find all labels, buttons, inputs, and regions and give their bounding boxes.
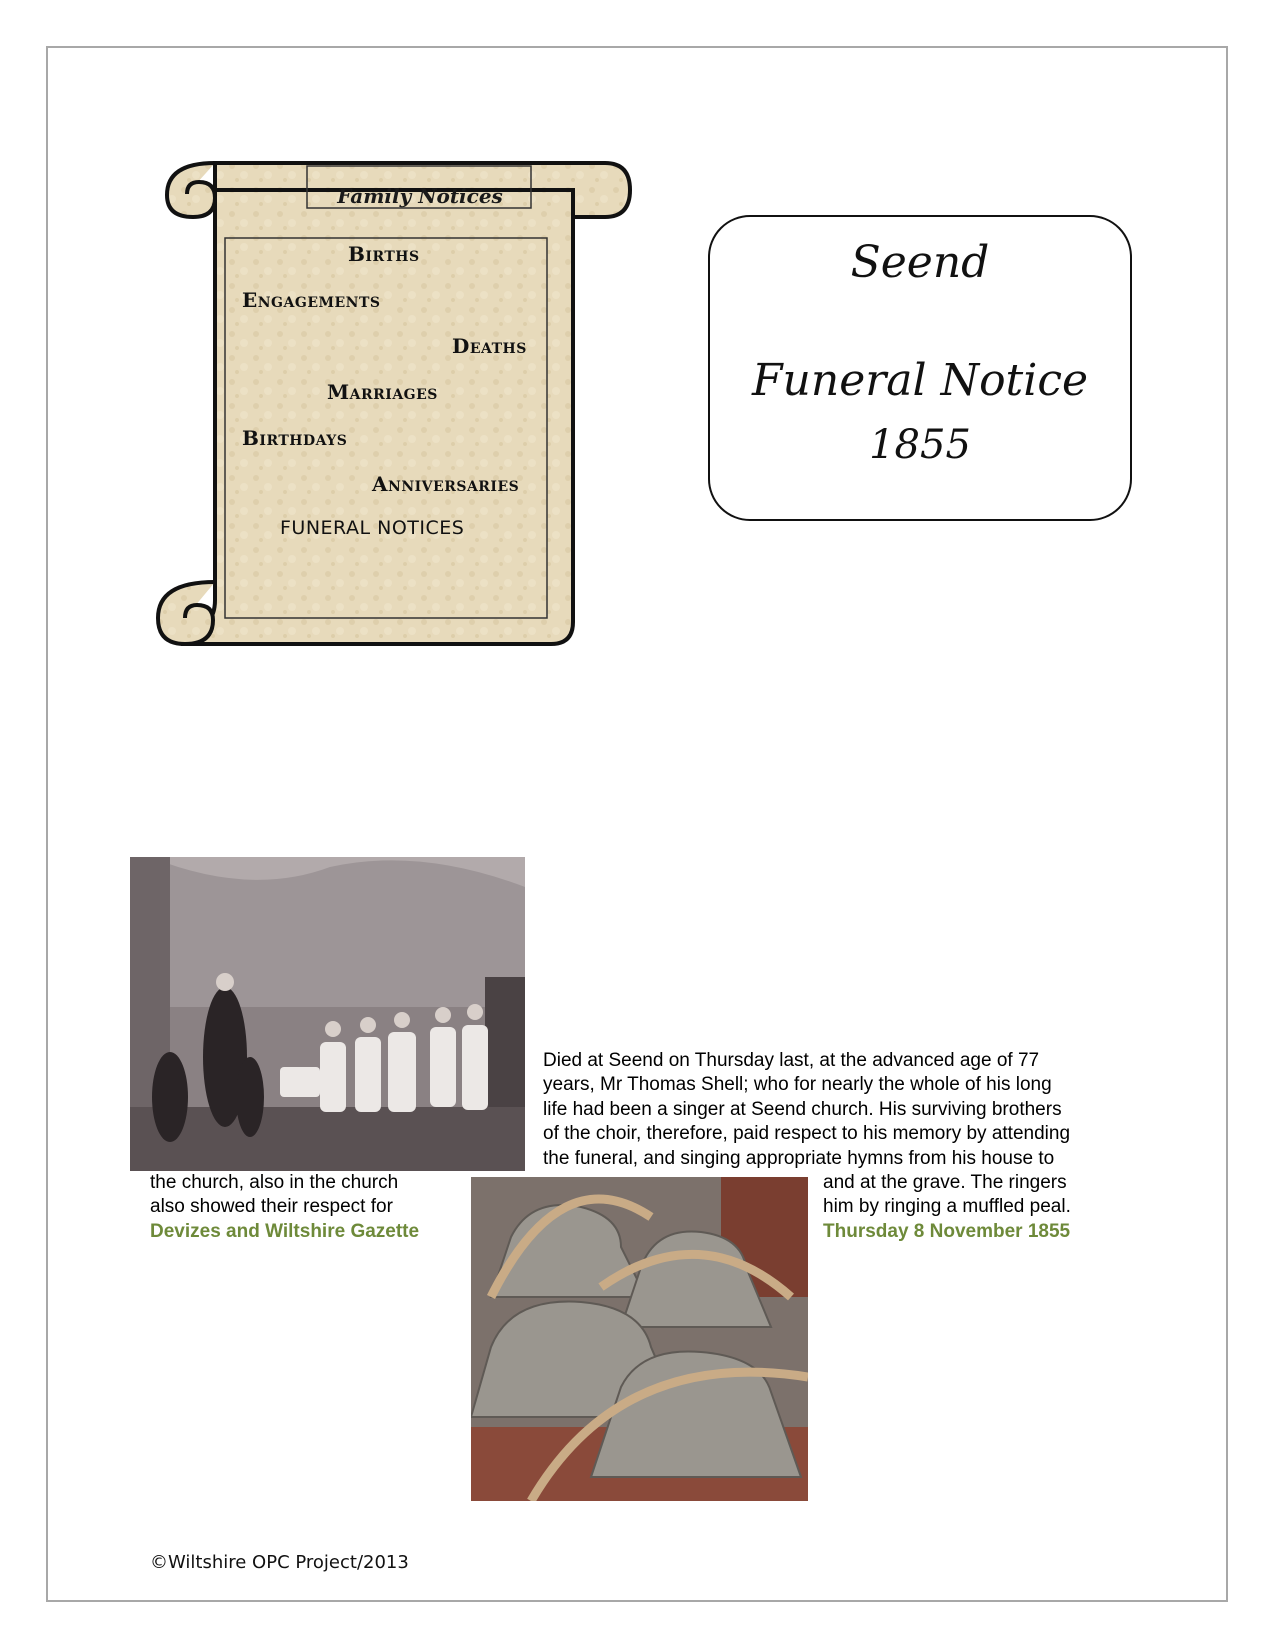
- choir-photo: [130, 857, 525, 1171]
- article-line: also showed their respect for: [150, 1196, 393, 1218]
- scroll-graphic: [155, 160, 635, 650]
- scroll-item-marriages: Marriages: [327, 380, 438, 404]
- newspaper-source: Devizes and Wiltshire Gazette: [150, 1220, 420, 1242]
- bells-photo: [471, 1177, 808, 1501]
- scroll-item-birthdays: Birthdays: [242, 426, 348, 450]
- article-line: Died at Seend on Thursday last, at the advanced age of 77: [543, 1050, 1040, 1071]
- title-box: [708, 215, 1132, 521]
- scroll-item-anniversaries: Anniversaries: [372, 472, 520, 496]
- scroll-item-deaths: Deaths: [452, 334, 527, 358]
- publication-date: Thursday 8 November 1855: [823, 1220, 1071, 1242]
- article-line: of the choir, therefore, paid respect to his memory by attending: [543, 1123, 1071, 1145]
- article-left-block: [150, 1171, 419, 1244]
- article-line: years, Mr Thomas Shell; who for nearly the whole of his long: [543, 1074, 1052, 1096]
- scroll-title: Family Notices: [337, 184, 503, 208]
- article-line: the church, also in the church: [150, 1172, 399, 1193]
- article-right-bottom-block: [823, 1171, 1071, 1244]
- article-right-block: [543, 1049, 1070, 1171]
- scroll-item-engagements: Engagements: [242, 288, 381, 312]
- scroll-item-births: Births: [348, 242, 420, 266]
- article-line: life had been a singer at Seend church. His surviving brothers: [543, 1098, 1062, 1120]
- title-year: 1855: [869, 422, 971, 468]
- title-place: Seend: [850, 237, 990, 288]
- article-line: the funeral, and singing appropriate hymns from his house to: [543, 1147, 1055, 1169]
- article-line: and at the grave. The ringers: [823, 1172, 1067, 1193]
- scroll-item-funeral-notices: FUNERAL NOTICES: [280, 517, 465, 539]
- copyright-footer: ©Wiltshire OPC Project/2013: [150, 1552, 409, 1573]
- family-notices-scroll: [155, 160, 635, 650]
- article-line: him by ringing a muffled peal.: [823, 1196, 1071, 1218]
- choir-photo-illustration: [130, 857, 525, 1171]
- title-notice-type: Funeral Notice: [752, 355, 1088, 406]
- bells-photo-illustration: [471, 1177, 808, 1501]
